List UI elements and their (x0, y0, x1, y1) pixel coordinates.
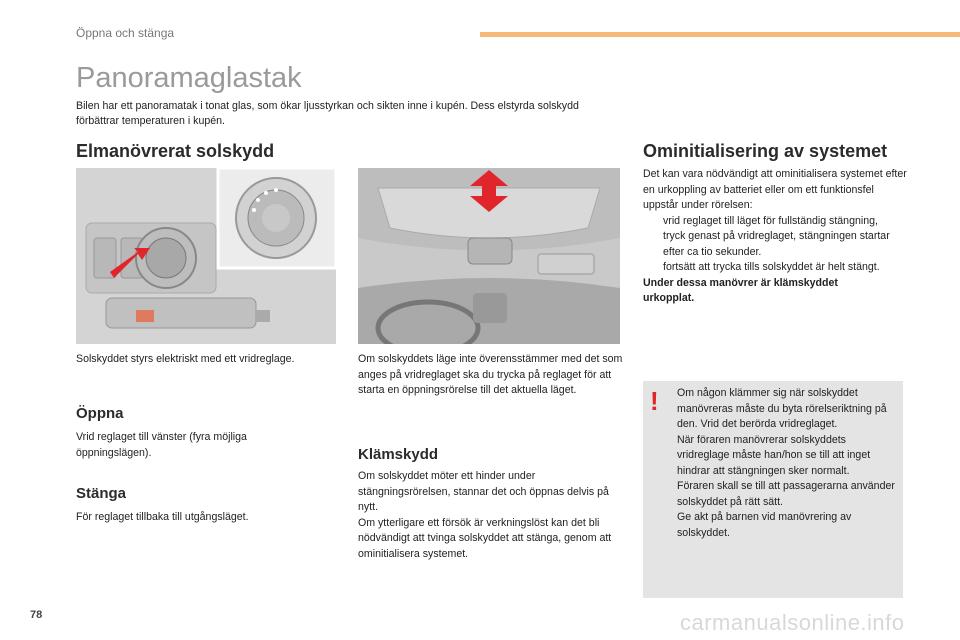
dial-illustration-svg (76, 168, 336, 344)
reset-step: fortsätt att trycka tills solskyddet är helt stängt. (663, 261, 880, 273)
pinch-text-1: Om solskyddet möter ett hinder under stängningsrörelsen, stannar det och öppnas delvis på nytt. (358, 470, 609, 513)
pinch-text (358, 469, 620, 562)
right-text: Det kan vara nödvändigt att ominitialisera systemet efter en urkoppling av batteriet eller om ett funktionsfel uppstår under rörelsen: (643, 168, 907, 211)
right-heading: Ominitialisering av systemet (643, 141, 888, 161)
middle-text: Om solskyddets läge inte överensstämmer med det som anges på vridreglaget ska du trycka på reglaget för att starta en öppningsrörelse till det aktuella läget. (358, 353, 623, 396)
right-body (643, 167, 908, 307)
close-text: För reglaget tillbaka till utgångsläget. (76, 511, 249, 523)
intro-text: Bilen har ett panoramatak i tonat glas, som ökar ljusstyrkan och sikten inne i kupén. Dess elstyrda solskydd förbättrar temperaturen i kupén. (76, 100, 579, 127)
warning-icon: ! (650, 386, 659, 416)
cabin-illustration-svg (358, 168, 620, 344)
accent-bar (480, 32, 960, 37)
reset-steps (643, 214, 908, 276)
close-heading: Stänga (76, 485, 127, 502)
warning-text (677, 386, 899, 541)
warning-line: Om någon klämmer sig när solskyddet manövreras måste du byta rörelseriktning på den. Vrid det berörda vridreglaget. (677, 387, 887, 430)
section-label: Öppna och stänga (76, 26, 175, 40)
reset-note: Under dessa manövrer är klämskyddet urkopplat. (643, 276, 838, 304)
page-title: Panoramaglastak (76, 62, 302, 94)
warning-line: Föraren skall se till att passagerarna använder solskyddet på rätt sätt. (677, 480, 895, 508)
watermark: carmanualsonline.info (680, 610, 905, 635)
pinch-text-2: Om ytterligare ett försök är verkningslöst kan det bli nödvändigt att tvinga solskyddet att stänga, genom att ominitialisera systemet. (358, 516, 612, 560)
pinch-heading: Klämskydd (358, 446, 439, 463)
page-number: 78 (30, 609, 43, 621)
warning-line: När föraren manövrerar solskyddets vridreglage måste han/hon se till att inget hindrar att stängningen sker normalt. (677, 433, 871, 477)
cabin-illustration (358, 168, 620, 344)
left-heading: Elmanövrerat solskydd (76, 141, 275, 161)
open-heading: Öppna (76, 405, 124, 422)
left-caption: Solskyddet styrs elektriskt med ett vridreglage. (76, 353, 295, 365)
warning-line: Ge akt på barnen vid manövrering av solskyddet. (677, 511, 852, 539)
reset-step: vrid reglaget till läget för fullständig stängning, (663, 214, 878, 227)
open-text: Vrid reglaget till vänster (fyra möjliga öppningslägen). (76, 431, 247, 459)
reset-step: tryck genast på vridreglaget, stängningen startar efter ca tio sekunder. (663, 230, 890, 258)
dial-illustration (76, 168, 336, 344)
